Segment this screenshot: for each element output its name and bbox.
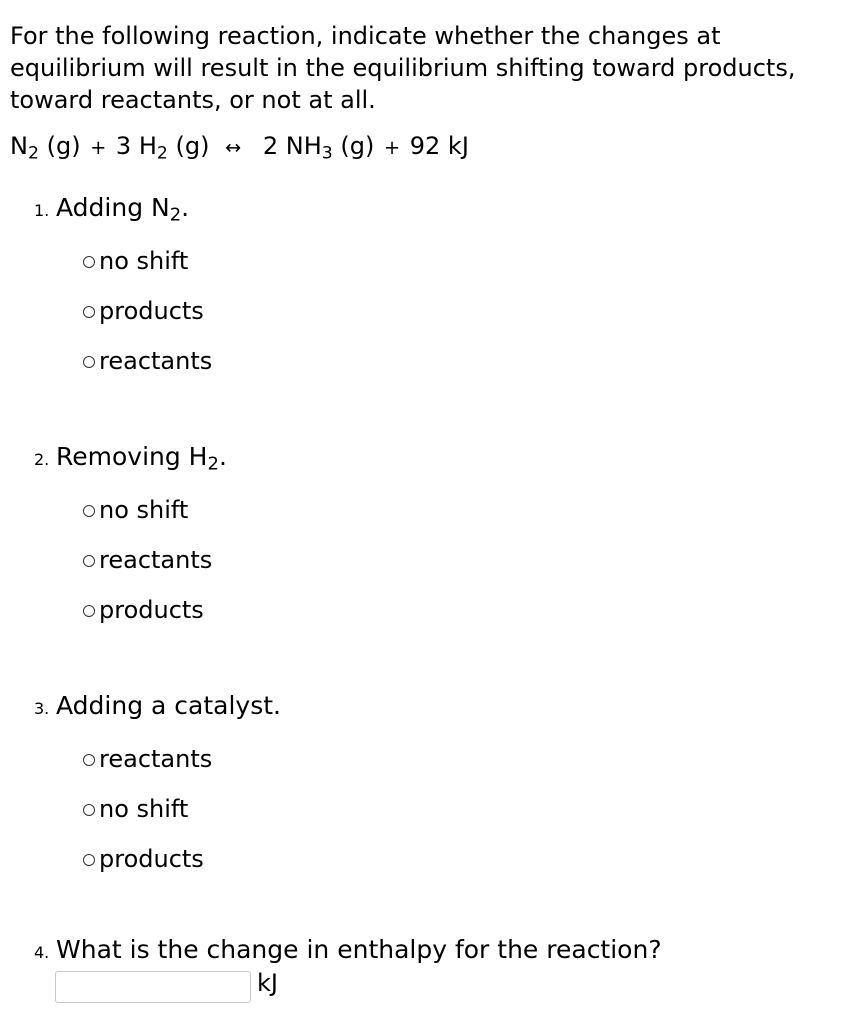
reactant-2-coefficient: 3 — [115, 132, 132, 160]
reactant-2 — [138, 132, 168, 164]
choice-no-shift[interactable] — [83, 793, 281, 825]
reactant-1-subscript: 2 — [27, 143, 39, 164]
instructions-text: For the following reaction, indicate whether the changes at equilibrium will result in the equilibrium shifting toward products, toward reactants, or not at all. — [10, 22, 796, 114]
reactant-1 — [10, 132, 39, 164]
choice-reactants[interactable] — [83, 544, 227, 576]
question-subscript: 2 — [169, 204, 182, 226]
question-period: . — [181, 193, 190, 222]
choice-products[interactable] — [83, 843, 281, 875]
choice-label: no shift — [99, 247, 189, 275]
plus-sign: + — [384, 136, 401, 159]
reactant-1-state: (g) — [46, 132, 81, 160]
choice-products[interactable] — [83, 594, 227, 626]
enthalpy-input[interactable] — [55, 971, 251, 1003]
question-text: What is the change in enthalpy for the reaction? — [56, 935, 662, 964]
question-text: Removing H — [56, 442, 208, 471]
choice-label: no shift — [99, 496, 189, 524]
choice-no-shift[interactable] — [83, 245, 212, 277]
radio-button-icon[interactable] — [83, 804, 95, 816]
question-4 — [34, 934, 662, 1003]
radio-button-icon[interactable] — [83, 356, 95, 368]
reactant-2-state: (g) — [175, 132, 210, 160]
product-1 — [285, 132, 333, 164]
choice-no-shift[interactable] — [83, 494, 227, 526]
question-period: . — [218, 442, 227, 471]
question-4-prompt — [34, 934, 662, 969]
question-3-prompt — [34, 690, 281, 725]
radio-button-icon[interactable] — [83, 256, 95, 268]
radio-button-icon[interactable] — [83, 505, 95, 517]
question-number: 2. — [34, 450, 50, 469]
choice-label: no shift — [99, 795, 189, 823]
product-coefficient: 2 — [262, 132, 279, 160]
choice-label: reactants — [99, 546, 213, 574]
question-2-prompt — [34, 441, 227, 476]
product-subscript: 3 — [321, 143, 333, 164]
radio-button-icon[interactable] — [83, 555, 95, 567]
radio-button-icon[interactable] — [83, 854, 95, 866]
question-1-choices — [83, 245, 212, 377]
radio-button-icon[interactable] — [83, 754, 95, 766]
product-state: (g) — [340, 132, 375, 160]
reaction-equation — [10, 130, 469, 164]
question-number: 1. — [34, 201, 50, 220]
choice-reactants[interactable] — [83, 743, 281, 775]
choice-label: products — [99, 297, 204, 325]
choice-label: reactants — [99, 745, 213, 773]
question-subscript: 2 — [207, 453, 219, 475]
choice-products[interactable] — [83, 295, 212, 327]
reactant-2-subscript: 2 — [156, 143, 168, 164]
equilibrium-arrow-icon: ↔ — [225, 136, 242, 159]
question-1-prompt — [34, 192, 212, 227]
reactant-2-species: H — [138, 132, 157, 160]
question-3 — [34, 690, 281, 893]
question-2 — [34, 441, 227, 644]
question-text: Adding a catalyst. — [56, 691, 281, 720]
unit-label: kJ — [257, 969, 278, 997]
question-number: 4. — [34, 943, 50, 962]
question-text: Adding N — [56, 193, 170, 222]
choice-label: products — [99, 845, 204, 873]
plus-sign: + — [90, 136, 107, 159]
reaction-energy: 92 kJ — [409, 132, 469, 160]
radio-button-icon[interactable] — [83, 306, 95, 318]
reactant-1-species: N — [10, 132, 28, 160]
choice-label: products — [99, 596, 204, 624]
product-species: NH — [285, 132, 322, 160]
question-2-choices — [83, 494, 227, 626]
question-3-choices — [83, 743, 281, 875]
radio-button-icon[interactable] — [83, 605, 95, 617]
choice-reactants[interactable] — [83, 345, 212, 377]
answer-row — [55, 971, 662, 1003]
choice-label: reactants — [99, 347, 213, 375]
question-number: 3. — [34, 699, 50, 718]
instructions — [10, 20, 830, 116]
question-1 — [34, 192, 212, 395]
